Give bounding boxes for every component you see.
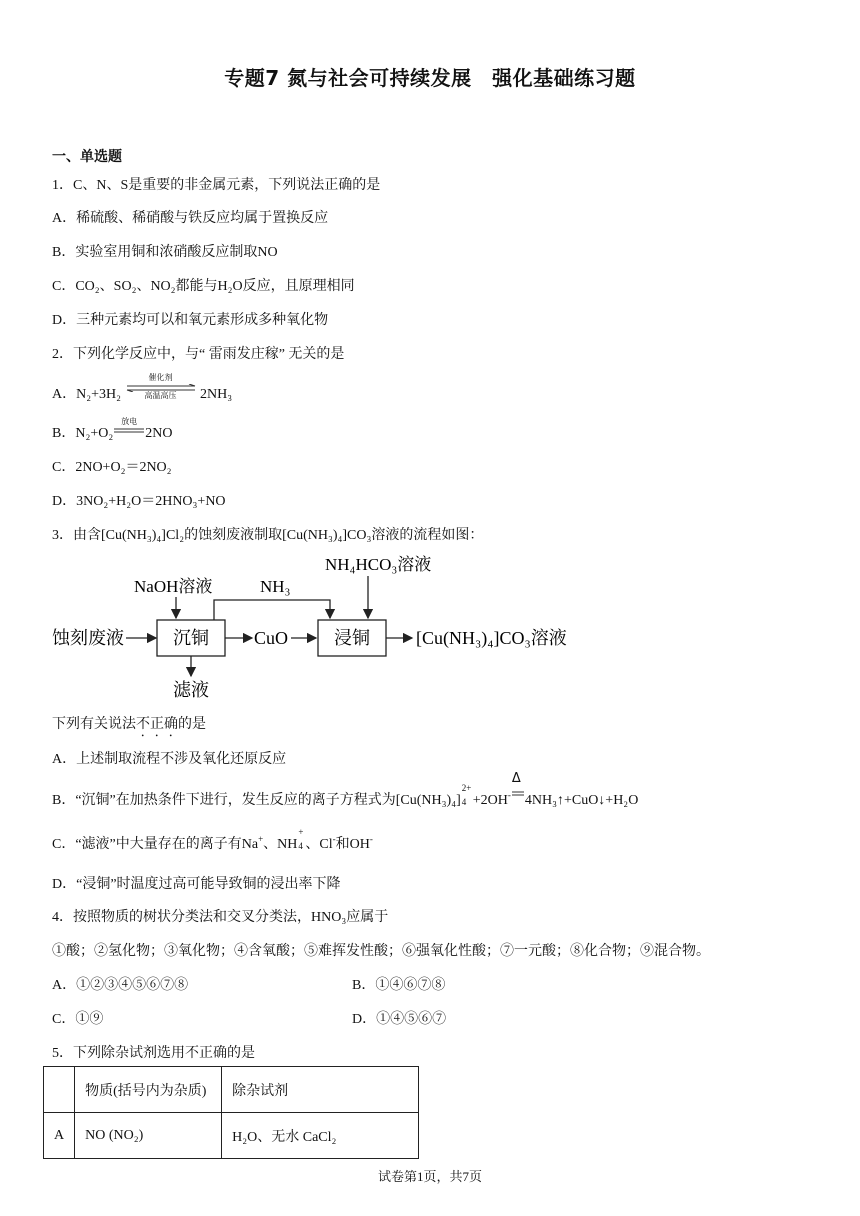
- section-heading: 一、单选题: [52, 150, 122, 165]
- reagent-label: NH₄HCO₃溶液: [325, 555, 432, 574]
- intermediate-label: CuO: [254, 628, 289, 648]
- question-4-option-b: B．①④⑥⑦⑧: [352, 978, 446, 993]
- prompt-text: 的是: [178, 717, 206, 732]
- ion-charge: [461, 782, 473, 810]
- question-5-stem: 5．下列除杂试剂选用不正确的是: [52, 1046, 255, 1061]
- charge-label: -: [507, 790, 511, 800]
- impurity-table: [43, 1066, 419, 1159]
- ion-charge: [297, 826, 305, 854]
- question-3-stem: 3．由含[Cu(NH₃)₄]Cl₂的蚀刻废液制取[Cu(NH₃)₄]CO₃溶液的流程如图：: [52, 528, 484, 543]
- table-header-row: [44, 1067, 419, 1113]
- question-2-stem: 2．下列化学反应中，与“ 雷雨发庄稼” 无关的是: [52, 347, 345, 362]
- discharge-condition: [113, 416, 145, 438]
- heat-symbol: Δ: [511, 770, 521, 786]
- option-text: +2OH: [472, 793, 508, 808]
- question-1-option-a: A．稀硫酸、稀硝酸与铁反应均属于置换反应: [52, 211, 329, 226]
- charge-label: -: [332, 834, 336, 844]
- table-header-cell: [44, 1067, 75, 1113]
- charge-label: +: [298, 826, 304, 837]
- reversible-arrow: [125, 372, 197, 401]
- question-3-option-d: D．“浸铜”时温度过高可能导致铜的浸出率下降: [52, 877, 341, 892]
- question-1-option-b: B．实验室用铜和浓硝酸反应制取NO: [52, 245, 278, 260]
- option-text: B．“沉铜”在加热条件下进行，发生反应的离子方程式为[Cu(NH₃)₄]: [52, 793, 461, 808]
- question-2-option-d: D．3NO₂+H₂O＝2HNO₃+NO: [52, 494, 226, 509]
- table-header-cell: 除杂试剂: [222, 1067, 419, 1113]
- equation-left: B．N₂+O₂: [52, 426, 114, 441]
- question-2-option-b: [52, 416, 173, 442]
- flow-input: 蚀刻废液: [52, 628, 124, 648]
- question-3-option-a: A．上述制取流程不涉及氧化还原反应: [52, 752, 287, 767]
- subscript-label: 4: [298, 840, 303, 851]
- question-4-stem: 4．按照物质的树状分类法和交叉分类法，HNO₃应属于: [52, 910, 389, 925]
- emphasis-text: 不正确: [136, 717, 178, 732]
- question-4-option-d: D．①④⑤⑥⑦: [352, 1012, 447, 1027]
- catalyst-label: 催化剂: [148, 372, 173, 382]
- filtrate-label: 滤液: [173, 680, 209, 700]
- option-text: 和OH: [335, 837, 370, 852]
- condition-label: 高温高压: [144, 390, 177, 400]
- table-cell: A: [44, 1113, 75, 1159]
- question-4-items: ①酸；②氢化物；③氧化物；④含氧酸；⑤难挥发性酸；⑥强氧化性酸；⑦一元酸；⑧化合物；⑨混合物。: [52, 944, 710, 959]
- page-footer: 试卷第1页，共7页: [377, 1169, 482, 1184]
- question-2-option-c: C．2NO+O₂＝2NO₂: [52, 460, 172, 475]
- product-label: [Cu(NH₃)₄]CO₃溶液: [416, 628, 567, 648]
- question-4-option-c: C．①⑨: [52, 1012, 104, 1027]
- table-header-cell: 物质(括号内为杂质): [75, 1067, 222, 1113]
- table-cell: NO (NO₂): [75, 1113, 222, 1159]
- option-text: 4NH₃↑+CuO↓+H₂O: [524, 793, 639, 808]
- option-text: 、Cl: [305, 837, 333, 852]
- heating-condition: [511, 770, 525, 805]
- box-label: 沉铜: [173, 628, 209, 648]
- question-1-stem: 1．C、N、S是重要的非金属元素，下列说法正确的是: [52, 178, 381, 193]
- subscript-label: 4: [461, 796, 467, 807]
- table-cell: H₂O、无水 CaCl₂: [222, 1113, 419, 1159]
- reagent-label: NaOH溶液: [134, 577, 213, 596]
- prompt-text: 下列有关说法: [52, 717, 136, 732]
- question-1-option-c: C．CO₂、SO₂、NO₂都能与H₂O反应，且原理相同: [52, 279, 355, 294]
- equation-right: 2NH₃: [200, 387, 233, 402]
- equals-sign-icon: [113, 428, 145, 434]
- page-title: 专题7 氮与社会可持续发展 强化基础练习题: [224, 66, 636, 90]
- table-row: [44, 1113, 419, 1159]
- charge-label: 2+: [461, 782, 472, 793]
- flow-diagram: [50, 548, 610, 708]
- box-label: 浸铜: [334, 628, 370, 648]
- option-text: C．“滤液”中大量存在的离子有Na: [52, 837, 259, 852]
- question-3-option-c: [52, 826, 373, 854]
- charge-label: +: [258, 834, 264, 844]
- question-3-option-b: [52, 770, 639, 810]
- question-3-prompt: [52, 713, 206, 740]
- option-text: 、NH: [263, 837, 298, 852]
- discharge-label: 放电: [121, 416, 138, 426]
- question-1-option-d: D．三种元素均可以和氧元素形成多种氧化物: [52, 313, 329, 328]
- charge-label: -: [369, 834, 373, 844]
- equation-right: 2NO: [145, 426, 173, 441]
- equation-left: A．N₂+3H₂: [52, 387, 121, 402]
- equals-sign-icon: [511, 791, 525, 797]
- ammonia-recycle-arrow: [214, 600, 330, 620]
- question-4-option-a: A．①②③④⑤⑥⑦⑧: [52, 978, 189, 993]
- question-2-option-a: [52, 372, 233, 403]
- ammonia-label: NH₃: [260, 577, 291, 596]
